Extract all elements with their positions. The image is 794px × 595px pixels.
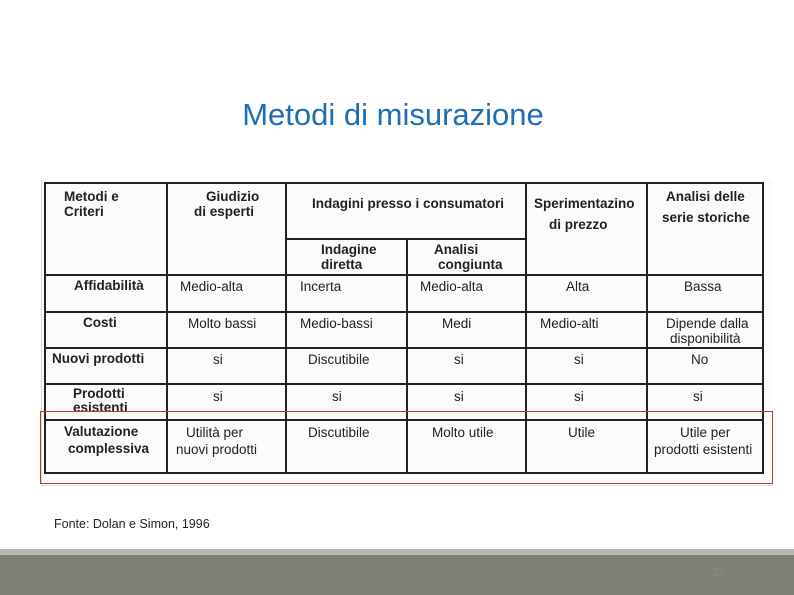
header-conjoint-analysis: Analisi congiunta bbox=[434, 242, 503, 272]
table-cell: Utilità per nuovi prodotti bbox=[176, 425, 258, 457]
table-cell: Medio-alta bbox=[420, 279, 484, 294]
header-methods-criteria: Metodi e Criteri bbox=[64, 189, 119, 219]
highlight-box bbox=[40, 411, 773, 484]
table-hline bbox=[46, 311, 762, 313]
table-cell: si bbox=[213, 389, 223, 404]
table-cell: No bbox=[691, 352, 709, 367]
table-cell: si bbox=[574, 389, 584, 404]
table-cell: Dipende dalla disponibilità bbox=[666, 316, 749, 346]
footer-bar bbox=[0, 555, 794, 595]
row-label-costi: Costi bbox=[83, 315, 117, 330]
table-cell: Medi bbox=[442, 316, 472, 331]
table-cell: Alta bbox=[566, 279, 590, 294]
table-cell: Discutibile bbox=[308, 352, 370, 367]
table-hline bbox=[46, 274, 762, 276]
table-cell: Medio-alta bbox=[180, 279, 244, 294]
header-historical-series: Analisi delle serie storiche bbox=[662, 189, 750, 225]
table-hline bbox=[46, 347, 762, 349]
header-direct-survey: Indagine diretta bbox=[321, 242, 377, 272]
table-cell: Utile bbox=[568, 425, 596, 440]
row-label-valutazione-complessiva: Valutazione complessiva bbox=[64, 424, 150, 456]
table-cell: si bbox=[454, 389, 464, 404]
table-cell: si bbox=[693, 389, 703, 404]
slide-title: Metodi di misurazione bbox=[242, 97, 544, 132]
table-cell: Bassa bbox=[684, 279, 722, 294]
table-cell: si bbox=[574, 352, 584, 367]
table-cell: Medio-bassi bbox=[300, 316, 373, 331]
table-hline bbox=[46, 383, 762, 385]
table-cell: si bbox=[332, 389, 342, 404]
table-cell: Incerta bbox=[300, 279, 342, 294]
header-consumer-surveys: Indagini presso i consumatori bbox=[312, 196, 505, 211]
table-cell: Molto bassi bbox=[188, 316, 257, 331]
row-label-prodotti-esistenti: Prodotti esistenti bbox=[73, 386, 128, 415]
header-price-experiment: Sperimentazino di prezzo bbox=[534, 196, 635, 232]
table-cell: si bbox=[213, 352, 223, 367]
page-number: 32 bbox=[711, 567, 724, 579]
table-cell: Medio-alti bbox=[540, 316, 599, 331]
header-expert-judgment: Giudizio di esperti bbox=[194, 189, 260, 219]
row-label-nuovi-prodotti: Nuovi prodotti bbox=[52, 351, 145, 366]
row-label-affidabilita: Affidabilità bbox=[74, 278, 144, 293]
source-footnote: Fonte: Dolan e Simon, 1996 bbox=[54, 517, 210, 531]
table-cell: si bbox=[454, 352, 464, 367]
table-cell: Molto utile bbox=[432, 425, 494, 440]
table-hline bbox=[285, 238, 527, 240]
table-cell: Discutibile bbox=[308, 425, 370, 440]
table-cell: Utile per prodotti esistenti bbox=[654, 425, 753, 457]
